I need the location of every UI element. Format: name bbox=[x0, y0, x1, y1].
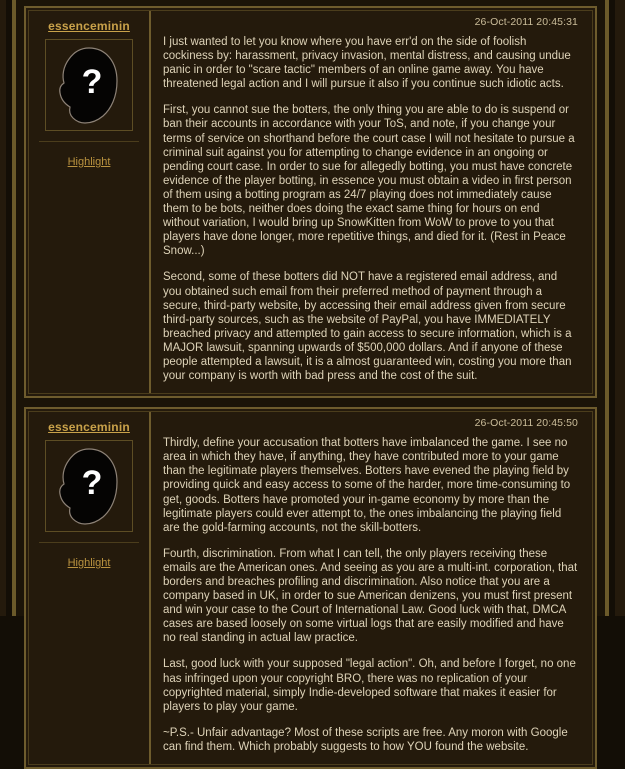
author-panel-divider bbox=[39, 141, 139, 142]
avatar bbox=[45, 39, 133, 131]
post-inner-frame bbox=[28, 10, 593, 394]
post-inner-frame bbox=[28, 411, 593, 765]
post-message bbox=[151, 412, 592, 764]
page-content-frame bbox=[12, 0, 609, 753]
post-paragraph: Fourth, discrimination. From what I can tell, the only players receiving these emails are the American ones. And seeing as you are a multi-int. corporation, that borders and breaches profiling and discrimination. Also notice that you are a company based in UK, in order to sue American denizens, you must first present and win your case to the Court of International Law. Good luck with that, DMCA cases are based loosely on some virtual logs that are easily modified and have no real standing in actual law practice. bbox=[163, 547, 578, 645]
post-paragraph: Last, good luck with your supposed "legal action". Oh, and before I forget, no one has infringed upon your copyright BRO, there was no replication of your copyrighted material, simply Indie-developed software that makes it easier for players to play your game. bbox=[163, 658, 576, 713]
post-author-panel bbox=[29, 11, 151, 393]
post-body bbox=[163, 35, 578, 383]
username-row bbox=[33, 17, 145, 39]
anonymous-head-question-mark-icon bbox=[51, 446, 127, 526]
highlight-link[interactable]: Highlight bbox=[67, 557, 111, 570]
anonymous-head-question-mark-icon bbox=[51, 45, 127, 125]
highlight-link[interactable]: Highlight bbox=[67, 156, 111, 168]
username-row bbox=[33, 418, 145, 440]
post-paragraph: Second, some of these botters did NOT have a registered email address, and you obtained such email from their preferred method of payment through a secure, third-party website, by accessing their email address given from secure third-party sources, such as the website of PayPal, you have IMMEDIATELY breached privacy and attempted to gain access to secure information, which is a MAJOR lawsuit, spanning upwards of $500,000 dollars. And if anyone of these people attempted a lawsuit, it is a almost guaranteed win, costing you more than your company is worth with bad press and the cost of the suit. bbox=[163, 271, 572, 383]
post-author-panel bbox=[29, 412, 151, 764]
post-paragraph: ~P.S.- Unfair advantage? Most of these scripts are free. Any moron with Google can find them. Which probably suggests to how YOU found the website. bbox=[163, 726, 568, 753]
post-paragraph: Thirdly, define your accusation that botters have imbalanced the game. I see no area in which they have, if anything, they have contributed more to your game than the legitimate players themselves. Botters have evened the playing field by providing quick and easy access to some of the harder, more time-consuming to get, goods. Botters have promoted your in-game economy by more than the legitimate players could ever attempt to, the ones imbalancing the playing field are the gold-farming accounts, not the skill-botters. bbox=[163, 437, 571, 534]
author-panel-divider bbox=[39, 542, 139, 543]
author-username-link[interactable]: essenceminin bbox=[48, 420, 130, 435]
post-timestamp: 26-Oct-2011 20:45:50 bbox=[474, 417, 578, 430]
author-username-link[interactable]: essenceminin bbox=[48, 19, 130, 33]
post bbox=[24, 6, 597, 398]
post-paragraph: First, you cannot sue the botters, the only thing you are able to do is suspend or ban their accounts in accordance with your ToS, and note, if you change your terms of service on shorthand before the court case I will not hesitate to pursue a criminal suit against you for attempting to change evidence in an ongoing or pending court case. In order to sue for allegedly botting, you must have concrete evidence of the player botting, in essence you must obtain a video in first person of them using a botting program as 24/7 playing does not immediately cause them to be bots, neither does doing the exact same thing for hours on end without variation, I would bring up SnowKitten from WoW to prove to you that players have done longer, more repetitive things, and died for it. (Rest in Peace Snow...) bbox=[163, 104, 575, 258]
post-body bbox=[163, 436, 578, 754]
post-timestamp: 26-Oct-2011 20:45:31 bbox=[474, 16, 578, 28]
svg-text:?: ? bbox=[81, 464, 103, 503]
post-message bbox=[151, 11, 592, 393]
svg-text:?: ? bbox=[81, 63, 103, 101]
post bbox=[24, 407, 597, 769]
post-list bbox=[16, 0, 605, 769]
post-paragraph: I just wanted to let you know where you have err'd on the side of foolish cockiness by: harassment, privacy invasion, mental distress, and causing undue panic in order to "scare tactic" members of an online game away. You have threatened legal action and I will pursue it also if you continue such idiotic acts. bbox=[163, 36, 571, 91]
avatar bbox=[45, 440, 133, 532]
